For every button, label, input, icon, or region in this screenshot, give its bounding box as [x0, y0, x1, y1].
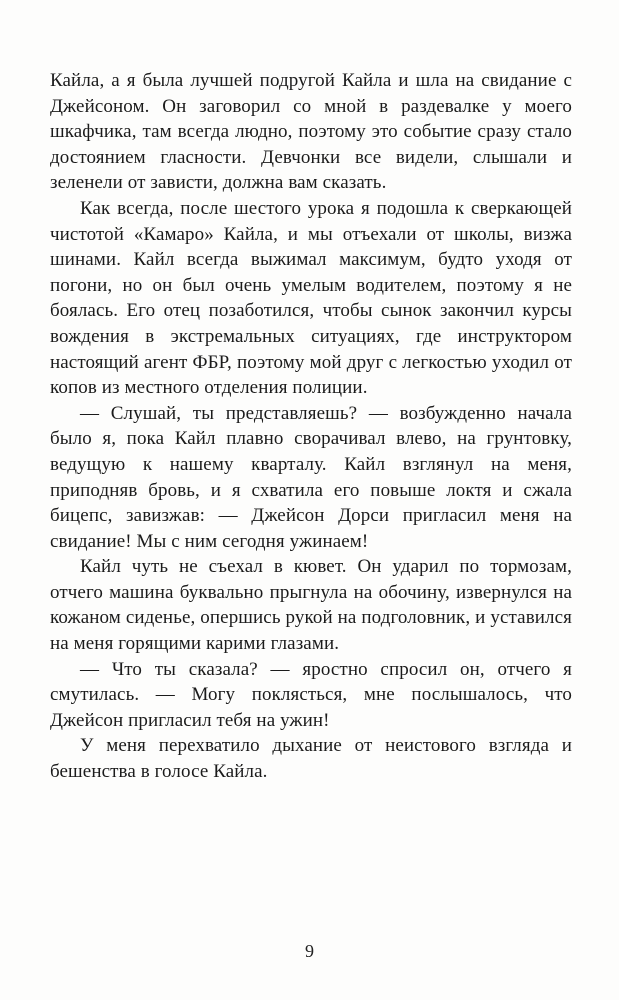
page-number: 9	[305, 941, 314, 961]
page-text	[50, 68, 572, 785]
paragraph: Кайл чуть не съехал в кювет. Он ударил по тормозам, отчего машина буквально прыгнула на обочину, извернулся на кожаном сиденье, опершись рукой на подголовник, и уставился на меня горящими карими глазами.	[50, 556, 572, 655]
paragraph: У меня перехватило дыхание от неистового взгляда и бешенства в голосе Кайла.	[50, 735, 572, 783]
paragraph: Как всегда, после шестого урока я подошла к сверкающей чистотой «Камаро» Кайла, и мы отъехали от школы, визжа шинами. Кайл всегда выжимал максимум, будто уходя от погони, но он был очень умелым водителем, поэтому я не боялась. Его отец позаботился, чтобы сынок закончил курсы вождения в экстремальных ситуациях, где инструктором настоящий агент ФБР, поэтому мой друг с легкостью уходил от копов из местного отделения полиции.	[50, 197, 572, 399]
paragraph: Кайла, а я была лучшей подругой Кайла и шла на свидание с Джейсоном. Он заговорил со мной в раздевалке у моего шкафчика, там всегда людно, поэтому это событие сразу стало достоянием гласности. Девчонки все видели, слышали и зеленели от зависти, должна вам сказать.	[50, 70, 572, 194]
paragraph: — Слушай, ты представляешь? — возбужденно начала было я, пока Кайл плавно сворачивал влево, на грунтовку, ведущую к нашему кварталу. Кайл взглянул на меня, приподняв бровь, и я схватила его повыше локтя и сжала бицепс, завизжав: — Джейсон Дорси пригласил меня на свидание! Мы с ним сегодня ужинаем!	[50, 402, 572, 552]
paragraph: — Что ты сказала? — яростно спросил он, отчего я смутилась. — Могу поклясться, мне послышалось, что Джейсон пригласил тебя на ужин!	[50, 658, 572, 731]
